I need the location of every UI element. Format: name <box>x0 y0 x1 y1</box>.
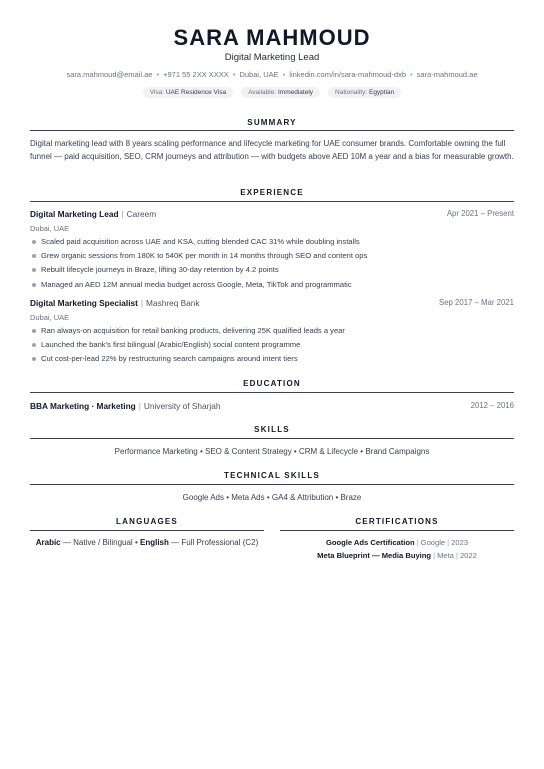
separator: | <box>416 538 419 547</box>
certification-name: Meta Blueprint — Media Buying <box>317 551 432 560</box>
pill-label: Nationality: <box>335 89 368 96</box>
certifications-heading: CERTIFICATIONS <box>355 517 439 526</box>
pill-value: Immediately <box>277 89 314 96</box>
skills-list: Performance Marketing • SEO & Content Strategy • CRM & Lifecycle • Brand Campaigns <box>114 447 430 456</box>
separator: | <box>121 209 124 219</box>
certification-name: Google Ads Certification <box>325 538 415 547</box>
nationality-pill <box>328 87 401 98</box>
language-level: Native / Bilingual <box>73 538 133 547</box>
job-dates: Apr 2021 – Present <box>446 209 514 218</box>
languages-heading: LANGUAGES <box>116 517 178 526</box>
job-company: Mashreq Bank <box>146 298 200 308</box>
separator: • <box>410 70 413 79</box>
experience-heading: EXPERIENCE <box>240 188 304 197</box>
section-rule <box>30 130 514 131</box>
candidate-name: SARA MAHMOUD <box>173 25 371 50</box>
job-bullets <box>30 236 514 293</box>
summary-text: Digital marketing lead with 8 years scaling performance and lifecycle marketing for UAE consumer brands. Comfortable owning the full funnel — paid acquisition, SEO, CRM journeys and attribution — with budgets above AED 10M a year and a bias for measurable growth. <box>30 139 514 161</box>
section-rule <box>30 438 514 439</box>
contact-phone[interactable]: +971 55 2XX XXXX <box>163 70 229 79</box>
info-pills <box>0 87 544 98</box>
visa-pill <box>143 87 233 98</box>
dash: — <box>171 538 180 547</box>
bullet-item: Rebuilt lifecycle journeys in Braze, lifting 30-day retention by 4.2 points <box>30 264 514 278</box>
separator: • <box>282 70 286 79</box>
section-rule <box>30 201 514 202</box>
pill-value: UAE Residence Visa <box>165 89 227 96</box>
separator: | <box>447 538 450 547</box>
summary-heading: SUMMARY <box>247 118 297 127</box>
job-company: Careem <box>126 209 157 219</box>
languages-list <box>30 538 264 547</box>
certification-item <box>280 551 514 560</box>
pill-value: Egyptian <box>368 89 395 96</box>
pill-label: Available: <box>248 89 277 96</box>
contact-email[interactable]: sara.mahmoud@email.ae <box>66 70 153 79</box>
bullet-item: Scaled paid acquisition across UAE and KSA, cutting blended CAC 31% while doubling installs <box>30 236 514 250</box>
bullet-item: Grew organic sessions from 180K to 540K per month in 14 months through SEO and content ops <box>30 250 514 264</box>
headline: Digital Marketing Lead <box>224 52 320 63</box>
job-dates: Sep 2017 – Mar 2021 <box>439 298 514 307</box>
section-rule <box>30 484 514 485</box>
separator: | <box>140 298 144 308</box>
contact-line <box>0 70 544 79</box>
separator: • <box>232 70 236 79</box>
section-rule <box>280 530 514 531</box>
technical-skills-list: Google Ads • Meta Ads • GA4 & Attribution • Braze <box>182 493 362 502</box>
section-rule <box>30 392 514 393</box>
education-dates: 2012 – 2016 <box>470 401 514 410</box>
certification-issuer: Google <box>420 538 446 547</box>
job-header <box>30 209 514 219</box>
bullet-item: Managed an AED 12M annual media budget across Google, Meta, TikTok and programmatic <box>30 279 514 293</box>
certification-issuer: Meta <box>437 551 454 560</box>
bullet-item: Launched the bank's first bilingual (Arabic/English) social content programme <box>30 339 514 353</box>
language-level: Full Professional (C2) <box>181 538 259 547</box>
bullet-item: Cut cost-per-lead 22% by restructuring search campaigns around intent tiers <box>30 353 514 367</box>
pill-label: Visa: <box>149 89 165 96</box>
education-heading: EDUCATION <box>243 379 301 388</box>
separator: • <box>156 70 160 79</box>
separator: | <box>455 551 458 560</box>
section-rule <box>30 530 264 531</box>
job-title: Digital Marketing Lead <box>30 209 119 219</box>
availability-pill <box>241 87 320 98</box>
skills-heading: SKILLS <box>254 425 290 434</box>
job-location: Dubai, UAE <box>30 313 70 322</box>
language-name: English <box>139 538 169 547</box>
education-entry <box>30 401 514 411</box>
job-title: Digital Marketing Specialist <box>30 298 138 308</box>
certification-year: 2022 <box>459 551 477 560</box>
job-header <box>30 298 514 308</box>
separator: | <box>433 551 436 560</box>
bullet-item: Ran always-on acquisition for retail banking products, delivering 25K qualified leads a year <box>30 325 514 339</box>
contact-linkedin[interactable]: linkedin.com/in/sara-mahmoud-dxb <box>289 70 406 79</box>
separator: | <box>138 401 141 411</box>
language-name: Arabic <box>35 538 61 547</box>
certification-year: 2023 <box>451 538 469 547</box>
contact-location: Dubai, UAE <box>239 70 279 79</box>
joiner: • <box>134 538 138 547</box>
technical-skills-heading: TECHNICAL SKILLS <box>224 471 320 480</box>
dash: — <box>62 538 71 547</box>
contact-website[interactable]: sara-mahmoud.ae <box>416 70 478 79</box>
school: University of Sharjah <box>143 401 221 411</box>
job-location: Dubai, UAE <box>30 224 70 233</box>
degree: BBA Marketing · Marketing <box>30 401 136 411</box>
job-bullets <box>30 325 514 368</box>
certification-item <box>280 538 514 547</box>
